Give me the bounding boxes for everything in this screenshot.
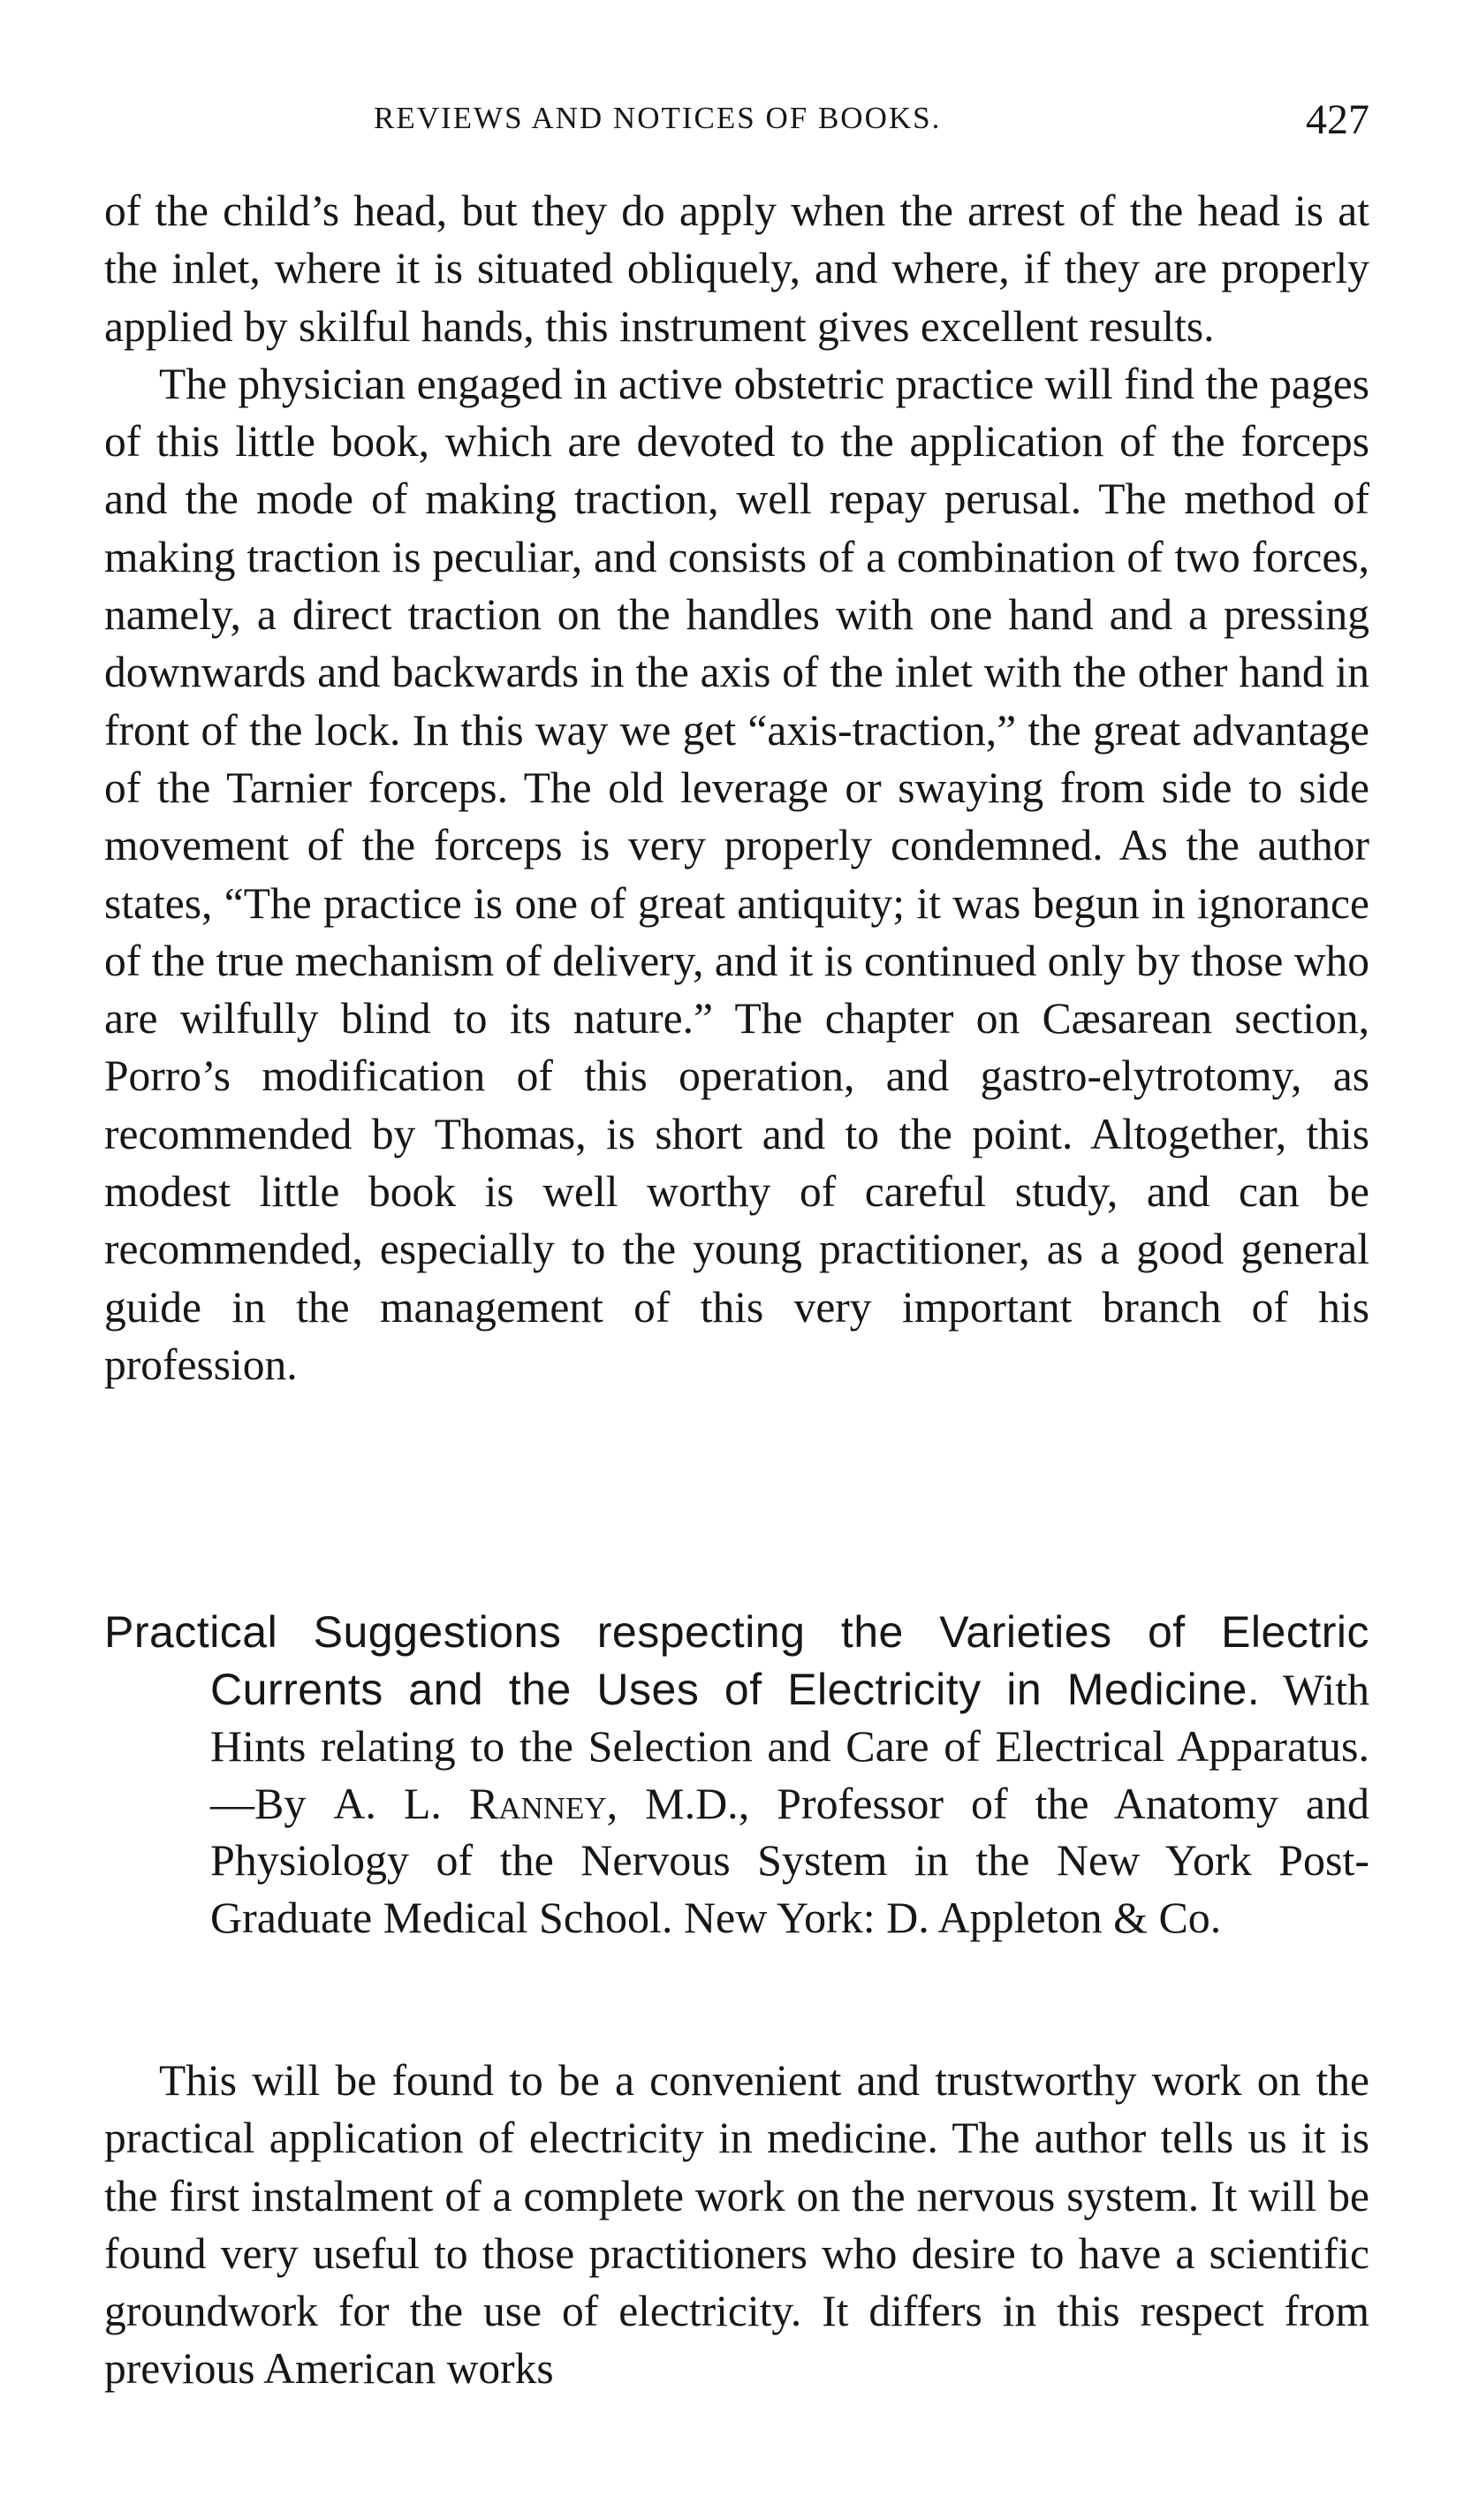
review-heading (104, 1604, 1369, 1946)
paragraph-electricity-review: This will be found to be a convenient and trustworthy work on the practical application of electricity in medicine. The author tells us it is the first instalment of a complete work on the nervous system. It will be found very useful to those practitioners who desire to have a scientific groundwork for the use of electricity. It differs in this respect from previous American works (104, 2056, 1369, 2394)
book-citation: Practical Suggestions respecting the Varieties of Electric Currents and the Uses of Electricity in Medicine. With Hints relating to the Selection and Care of Electrical Apparatus.—By A. L. Ranney, M.D., Professor of the Anatomy and Physiology of the Nervous System in the New York Post-Graduate Medical School. New York: D. Appleton & Co. (104, 1607, 1370, 1942)
electricity-review-text (104, 2052, 1369, 2398)
page-number: 427 (1306, 96, 1369, 143)
previous-review-text (104, 182, 1369, 1393)
paragraph-forceps-review: The physician engaged in active obstetric practice will find the pages of this little book, which are devoted to the application of the forceps and the mode of making traction, well repay perusal. The method of making traction is peculiar, and consists of a combination of two forces, namely, a direct traction on the handles with one hand and a pressing downwards and backwards in the axis of the inlet with the other hand in front of the lock. In this way we get “axis-traction,” the great advantage of the Tarnier forceps. The old leverage or swaying from side to side movement of the forceps is very properly condemned. As the author states, “The practice is one of great antiquity; it was begun in ignorance of the true mechanism of delivery, and it is continued only by those who are wilfully blind to its nature.” The chapter on Cæsarean section, Porro’s modification of this operation, and gastro-elytrotomy, as recommended by Thomas, is short and to the point. Altogether, this modest little book is well worthy of careful study, and can be recommended, especially to the young practitioner, as a good general guide in the management of this very important branch of his profession. (104, 359, 1369, 1389)
author-affiliation: Professor of the Anatomy and Physiology of the Nervous System in the New York Post-Graduate Medical School. (210, 1778, 1370, 1942)
book-publisher: New York: D. Appleton & Co. (683, 1892, 1222, 1942)
running-head (104, 95, 1369, 148)
book-author: A. L. Ranney, M.D. (333, 1778, 739, 1828)
running-title: REVIEWS AND NOTICES OF BOOKS. (374, 101, 942, 135)
book-subtitle: With Hints relating to the Selection and Care of Electrical Apparatus.—By (210, 1664, 1369, 1828)
paragraph-continuation: of the child’s head, but they do apply when the arrest of the head is at the inlet, where it is situated obliquely, and where, if they are properly applied by skilful hands, this instrument gives excellent results. (104, 186, 1369, 351)
book-title: Practical Suggestions respecting the Varieties of Electric Currents and the Uses of Electricity in Medicine. (104, 1607, 1369, 1714)
